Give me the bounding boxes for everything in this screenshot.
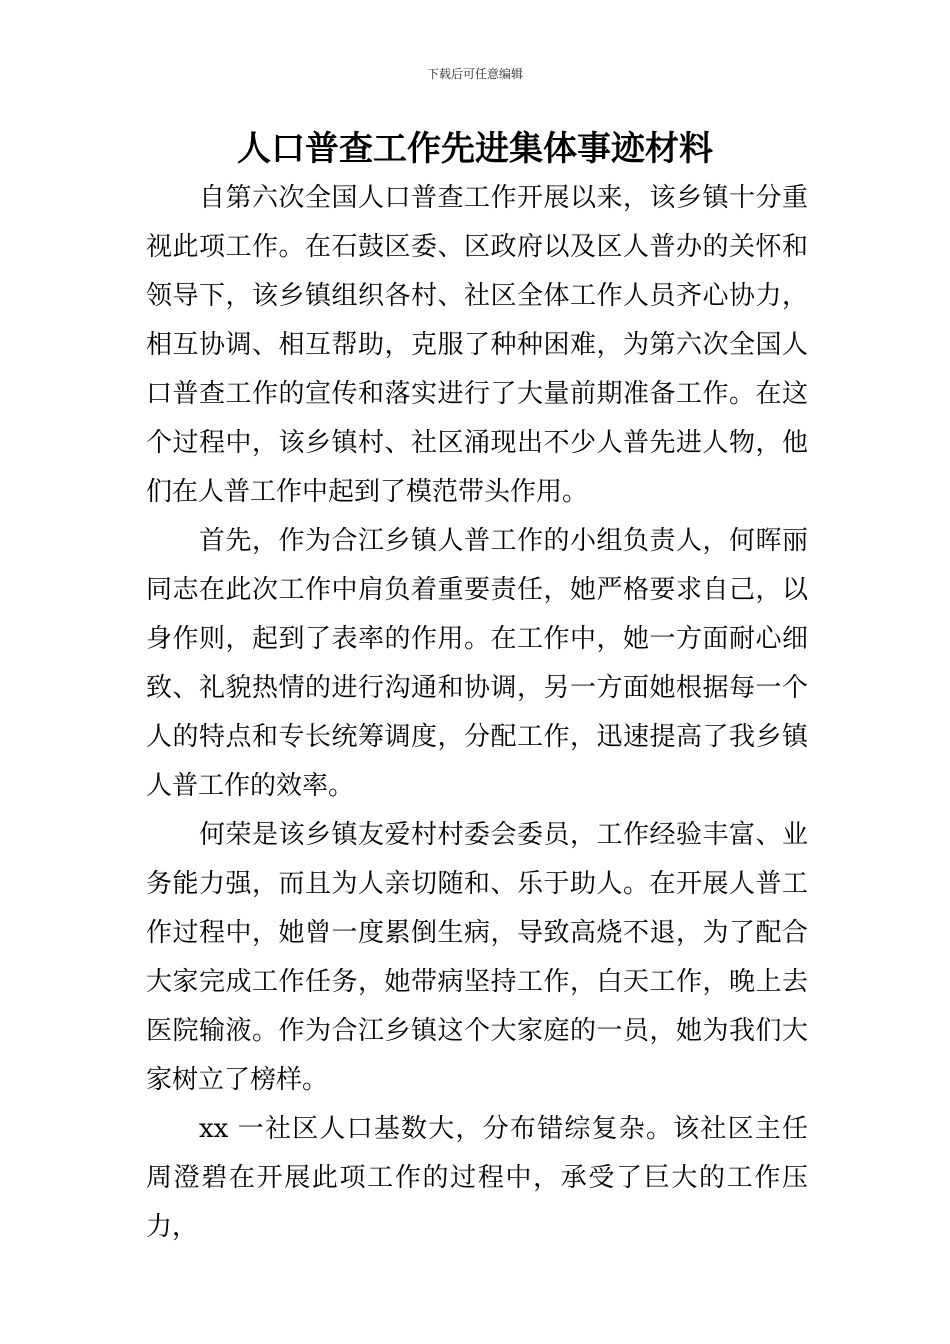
paragraph-1: 自第六次全国人口普查工作开展以来，该乡镇十分重视此项工作。在石鼓区委、区政府以及区人普办的关怀和领导下，该乡镇组织各村、社区全体工作人员齐心协力，相互协调、相互帮助，克服了种种困难，为第六次全国人口普查工作的宣传和落实进行了大量前期准备工作。在这个过程中，该乡镇村、社区涌现出不少人普先进人物，他们在人普工作中起到了模范带头作用。 <box>146 183 808 507</box>
header-note: 下载后可任意编辑 <box>426 67 523 81</box>
document-body <box>146 174 808 1252</box>
paragraph-2: 首先，作为合江乡镇人普工作的小组负责人，何晖丽同志在此次工作中肩负着重要责任，她严格要求自己，以身作则，起到了表率的作用。在工作中，她一方面耐心细致、礼貌热情的进行沟通和协调，另一方面她根据每一个人的特点和专长统筹调度，分配工作，迅速提高了我乡镇人普工作的效率。 <box>146 526 808 801</box>
document-title: 人口普查工作先进集体事迹材料 <box>237 129 713 169</box>
paragraph-3: 何荣是该乡镇友爱村村委会委员，工作经验丰富、业务能力强，而且为人亲切随和、乐于助人。在开展人普工作过程中，她曾一度累倒生病，导致高烧不退，为了配合大家完成工作任务，她带病坚持工作，白天工作，晚上去医院输液。作为合江乡镇这个大家庭的一员，她为我们大家树立了榜样。 <box>146 820 808 1095</box>
paragraph-4: xx 一社区人口基数大，分布错综复杂。该社区主任周澄碧在开展此项工作的过程中，承受了巨大的工作压力， <box>146 1114 808 1242</box>
